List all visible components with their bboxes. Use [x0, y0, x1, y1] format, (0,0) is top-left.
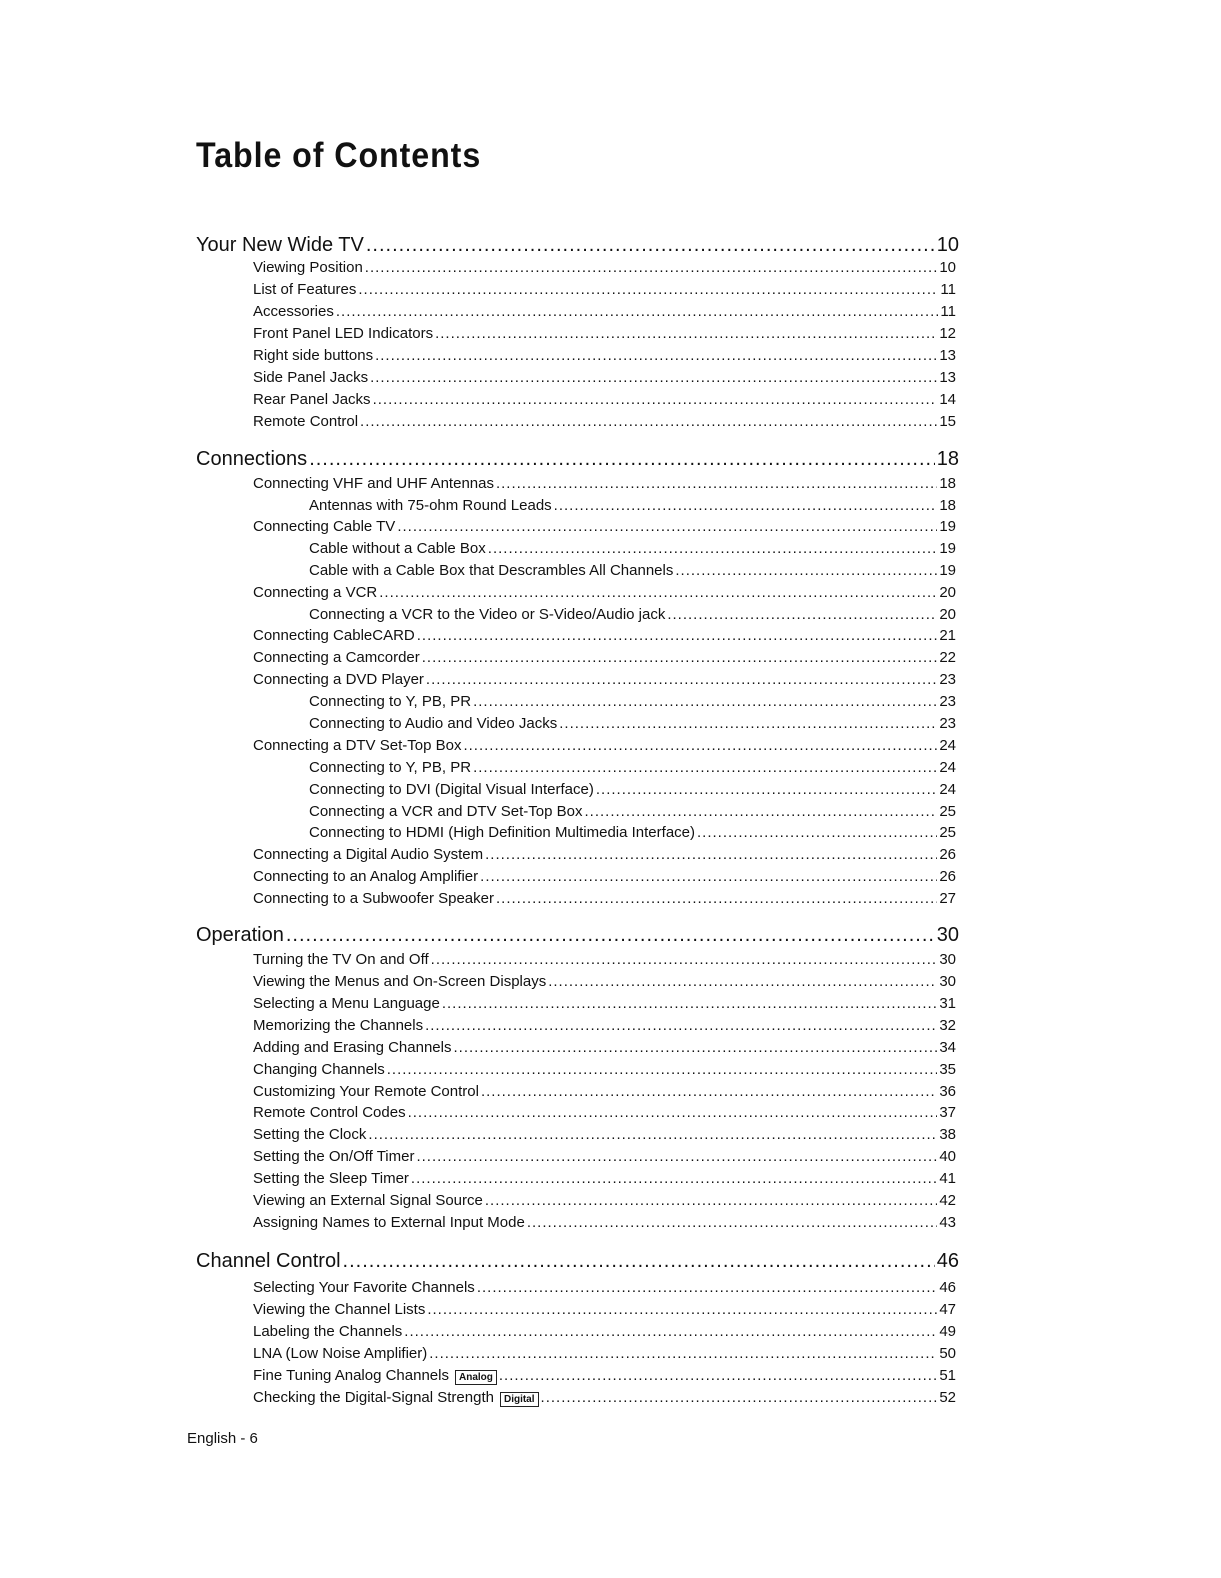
- dot-leader: [527, 1214, 938, 1231]
- dot-leader: [453, 1039, 937, 1056]
- dot-leader: [368, 1126, 937, 1143]
- dot-leader: [481, 1083, 937, 1100]
- toc-entry-label: Remote Control Codes: [253, 1104, 406, 1121]
- page-title: Table of Contents: [196, 136, 482, 175]
- dot-leader: [485, 1192, 937, 1209]
- toc-entry-label: Selecting a Menu Language: [253, 995, 440, 1012]
- page-footer: English - 6: [187, 1430, 258, 1447]
- toc-page-number: 10: [939, 259, 956, 276]
- dot-leader: [697, 824, 937, 841]
- toc-page-number: 10: [936, 234, 959, 256]
- toc-page-number: 19: [939, 540, 956, 557]
- toc-entry-label: Your New Wide TV: [196, 234, 364, 256]
- toc-entry: [309, 824, 956, 841]
- toc-page-number: 35: [939, 1061, 956, 1078]
- toc-entry: [309, 781, 956, 798]
- analog-badge: Analog: [455, 1370, 497, 1385]
- toc-entry: [253, 325, 956, 342]
- toc-entry: [309, 606, 956, 623]
- dot-leader: [360, 413, 937, 430]
- toc-entry-label: Cable with a Cable Box that Descrambles All Channels: [309, 562, 674, 579]
- toc-section: [196, 924, 959, 947]
- toc-entry: [253, 627, 956, 644]
- toc-entry: [253, 1367, 956, 1385]
- dot-leader: [365, 259, 938, 276]
- toc-page-number: 37: [939, 1104, 956, 1121]
- toc-page-number: 52: [939, 1389, 956, 1406]
- toc-page-number: 23: [939, 715, 956, 732]
- toc-page-number: 38: [939, 1126, 956, 1143]
- toc-entry: [253, 649, 956, 666]
- toc-page-number: 21: [939, 627, 956, 644]
- dot-leader: [480, 868, 937, 885]
- toc-entry-label: Connecting to Y, PB, PR: [309, 693, 472, 710]
- dot-leader: [488, 540, 938, 557]
- dot-leader: [496, 475, 937, 492]
- toc-page-number: 13: [939, 369, 956, 386]
- toc-page-number: 50: [939, 1345, 956, 1362]
- toc-entry: [253, 1126, 956, 1143]
- toc-page-number: 11: [940, 281, 956, 298]
- toc-page-number: 26: [939, 868, 956, 885]
- toc-entry-label: Right side buttons: [253, 347, 374, 364]
- toc-entry-label: Connecting a Camcorder: [253, 649, 420, 666]
- toc-entry-label: Connecting to HDMI (High Definition Multimedia Interface): [309, 824, 695, 841]
- dot-leader: [370, 369, 937, 386]
- dot-leader: [426, 671, 937, 688]
- dot-leader: [411, 1170, 937, 1187]
- toc-entry: [309, 803, 956, 820]
- toc-entry-label: Connecting a DVD Player: [253, 671, 424, 688]
- dot-leader: [584, 803, 937, 820]
- toc-entry-label: Changing Channels: [253, 1061, 385, 1078]
- dot-leader: [404, 1323, 937, 1340]
- toc-entry: [253, 1083, 956, 1100]
- toc-page-number: 27: [939, 890, 956, 907]
- toc-page-number: 23: [939, 671, 956, 688]
- toc-entry-label: Side Panel Jacks: [253, 369, 369, 386]
- toc-entry-label: Connecting to Y, PB, PR: [309, 759, 472, 776]
- dot-leader: [541, 1389, 938, 1406]
- dot-leader: [431, 951, 938, 968]
- toc-entry-label: Accessories: [253, 303, 334, 320]
- toc-entry-label: List of Features: [253, 281, 357, 298]
- dot-leader: [559, 715, 937, 732]
- dot-leader: [485, 846, 937, 863]
- toc-entry-label: Connecting a VCR and DTV Set-Top Box: [309, 803, 583, 820]
- toc-entry: [309, 759, 956, 776]
- toc-page-number: 30: [936, 924, 959, 946]
- dot-leader: [477, 1279, 938, 1296]
- dot-leader: [373, 391, 938, 408]
- dot-leader: [397, 518, 937, 535]
- toc-entry: [253, 1148, 956, 1165]
- dot-leader: [286, 924, 935, 947]
- toc-entry-label: Fine Tuning Analog Channels: [253, 1367, 449, 1384]
- toc-page-number: 19: [939, 562, 956, 579]
- toc-page-number: 18: [936, 448, 959, 470]
- toc-entry: [253, 391, 956, 408]
- toc-entry-label: Setting the Clock: [253, 1126, 367, 1143]
- toc-page-number: 25: [939, 824, 956, 841]
- toc-entry: [253, 973, 956, 990]
- toc-entry-label: Assigning Names to External Input Mode: [253, 1214, 525, 1231]
- toc-entry-label: Viewing the Menus and On-Screen Displays: [253, 973, 547, 990]
- toc-entry-label: Connecting to a Subwoofer Speaker: [253, 890, 494, 907]
- toc-entry: [253, 737, 956, 754]
- dot-leader: [408, 1104, 938, 1121]
- toc-entry-label: Checking the Digital-Signal Strength: [253, 1389, 494, 1406]
- dot-leader: [343, 1250, 935, 1273]
- toc-entry: [253, 518, 956, 535]
- toc-page-number: 43: [939, 1214, 956, 1231]
- toc-entry: [253, 259, 956, 276]
- toc-page-number: 12: [939, 325, 956, 342]
- toc-page-number: 24: [939, 759, 956, 776]
- toc-entry-label: Connecting Cable TV: [253, 518, 396, 535]
- toc-page-number: 13: [939, 347, 956, 364]
- toc-page-number: 26: [939, 846, 956, 863]
- toc-entry-label: Connecting to Audio and Video Jacks: [309, 715, 558, 732]
- toc-page-number: 41: [939, 1170, 956, 1187]
- toc-page-number: 49: [939, 1323, 956, 1340]
- dot-leader: [429, 1345, 937, 1362]
- toc-entry-label: Connecting a Digital Audio System: [253, 846, 484, 863]
- toc-entry: [309, 562, 956, 579]
- toc-page-number: 36: [939, 1083, 956, 1100]
- toc-page-number: 18: [939, 497, 956, 514]
- toc-entry-label: Customizing Your Remote Control: [253, 1083, 479, 1100]
- toc-entry: [253, 1214, 956, 1231]
- toc-entry: [253, 1170, 956, 1187]
- dot-leader: [596, 781, 937, 798]
- toc-entry: [253, 281, 956, 298]
- toc-page-number: 40: [939, 1148, 956, 1165]
- dot-leader: [375, 347, 937, 364]
- toc-entry: [309, 497, 956, 514]
- toc-entry: [253, 1279, 956, 1296]
- dot-leader: [473, 693, 937, 710]
- toc-page-number: 30: [939, 973, 956, 990]
- toc-entry: [253, 1039, 956, 1056]
- toc-page-number: 19: [939, 518, 956, 535]
- toc-page-number: 42: [939, 1192, 956, 1209]
- toc-entry-label: Channel Control: [196, 1250, 341, 1272]
- dot-leader: [463, 737, 937, 754]
- toc-entry-label: Setting the On/Off Timer: [253, 1148, 415, 1165]
- toc-entry-label: Viewing an External Signal Source: [253, 1192, 483, 1209]
- toc-entry-label: Connections: [196, 448, 308, 470]
- toc-entry: [253, 584, 956, 601]
- toc-entry-label: Connecting to DVI (Digital Visual Interface): [309, 781, 594, 798]
- toc-page-number: 20: [939, 606, 956, 623]
- toc-entry: [253, 475, 956, 492]
- toc-entry: [253, 1301, 956, 1318]
- toc-entry-label: Rear Panel Jacks: [253, 391, 371, 408]
- dot-leader: [425, 1017, 937, 1034]
- toc-entry-label: Connecting to an Analog Amplifier: [253, 868, 479, 885]
- toc-entry: [253, 303, 956, 320]
- toc-entry-label: Viewing the Channel Lists: [253, 1301, 426, 1318]
- toc-entry: [253, 1017, 956, 1034]
- toc-page-number: 31: [939, 995, 956, 1012]
- toc-entry: [253, 671, 956, 688]
- toc-entry-label: Memorizing the Channels: [253, 1017, 424, 1034]
- dot-leader: [499, 1367, 937, 1384]
- toc-section: [196, 234, 959, 257]
- dot-leader: [442, 995, 938, 1012]
- toc-entry-label: Connecting a VCR: [253, 584, 378, 601]
- dot-leader: [667, 606, 937, 623]
- dot-leader: [387, 1061, 938, 1078]
- toc-entry: [253, 951, 956, 968]
- dot-leader: [336, 303, 939, 320]
- toc-entry: [253, 890, 956, 907]
- toc-page-number: 47: [939, 1301, 956, 1318]
- toc-page-number: 15: [939, 413, 956, 430]
- toc-entry: [253, 995, 956, 1012]
- toc-entry: [309, 540, 956, 557]
- toc-entry: [253, 1345, 956, 1362]
- dot-leader: [473, 759, 937, 776]
- dot-leader: [554, 497, 938, 514]
- toc-entry: [253, 347, 956, 364]
- toc-page-number: 51: [939, 1367, 956, 1384]
- toc-section: [196, 1250, 959, 1273]
- toc-entry: [253, 868, 956, 885]
- dot-leader: [417, 627, 938, 644]
- dot-leader: [366, 234, 935, 257]
- toc-page-number: 24: [939, 737, 956, 754]
- toc-entry: [253, 1192, 956, 1209]
- dot-leader: [496, 890, 937, 907]
- toc-page-number: 20: [939, 584, 956, 601]
- toc-entry-label: Viewing Position: [253, 259, 363, 276]
- toc-page-number: 11: [940, 303, 956, 320]
- toc-entry: [253, 369, 956, 386]
- toc-entry: [253, 1061, 956, 1078]
- dot-leader: [416, 1148, 937, 1165]
- toc-page-number: 24: [939, 781, 956, 798]
- toc-entry-label: Adding and Erasing Channels: [253, 1039, 452, 1056]
- dot-leader: [427, 1301, 937, 1318]
- toc-entry: [309, 715, 956, 732]
- dot-leader: [548, 973, 937, 990]
- toc-entry-label: Setting the Sleep Timer: [253, 1170, 409, 1187]
- toc-entry: [253, 1104, 956, 1121]
- toc-entry: [253, 1389, 956, 1407]
- dot-leader: [379, 584, 937, 601]
- toc-page-number: 30: [939, 951, 956, 968]
- toc-page-number: 22: [939, 649, 956, 666]
- toc-page-number: 46: [936, 1250, 959, 1272]
- dot-leader: [675, 562, 937, 579]
- toc-entry: [253, 1323, 956, 1340]
- toc-entry-label: Cable without a Cable Box: [309, 540, 486, 557]
- digital-badge: Digital: [500, 1392, 539, 1407]
- toc-page-number: 14: [939, 391, 956, 408]
- toc-entry-label: Labeling the Channels: [253, 1323, 403, 1340]
- toc-entry-label: Selecting Your Favorite Channels: [253, 1279, 475, 1296]
- dot-leader: [309, 448, 935, 471]
- dot-leader: [358, 281, 938, 298]
- toc-entry: [253, 413, 956, 430]
- toc-entry-label: LNA (Low Noise Amplifier): [253, 1345, 428, 1362]
- toc-section: [196, 448, 959, 471]
- toc-entry-label: Connecting a VCR to the Video or S-Video/Audio jack: [309, 606, 666, 623]
- toc-entry-label: Connecting CableCARD: [253, 627, 415, 644]
- toc-entry: [253, 846, 956, 863]
- dot-leader: [422, 649, 938, 666]
- toc-entry-label: Remote Control: [253, 413, 359, 430]
- toc-page-number: 32: [939, 1017, 956, 1034]
- toc-page-number: 18: [939, 475, 956, 492]
- toc-entry-label: Front Panel LED Indicators: [253, 325, 434, 342]
- dot-leader: [435, 325, 937, 342]
- toc-page-number: 34: [939, 1039, 956, 1056]
- toc-entry-label: Antennas with 75-ohm Round Leads: [309, 497, 552, 514]
- toc-entry-label: Operation: [196, 924, 284, 946]
- toc-entry-label: Connecting VHF and UHF Antennas: [253, 475, 494, 492]
- toc-entry-label: Connecting a DTV Set-Top Box: [253, 737, 462, 754]
- toc-entry: [309, 693, 956, 710]
- toc-page-number: 25: [939, 803, 956, 820]
- toc-page-number: 46: [939, 1279, 956, 1296]
- toc-page-number: 23: [939, 693, 956, 710]
- toc-entry-label: Turning the TV On and Off: [253, 951, 429, 968]
